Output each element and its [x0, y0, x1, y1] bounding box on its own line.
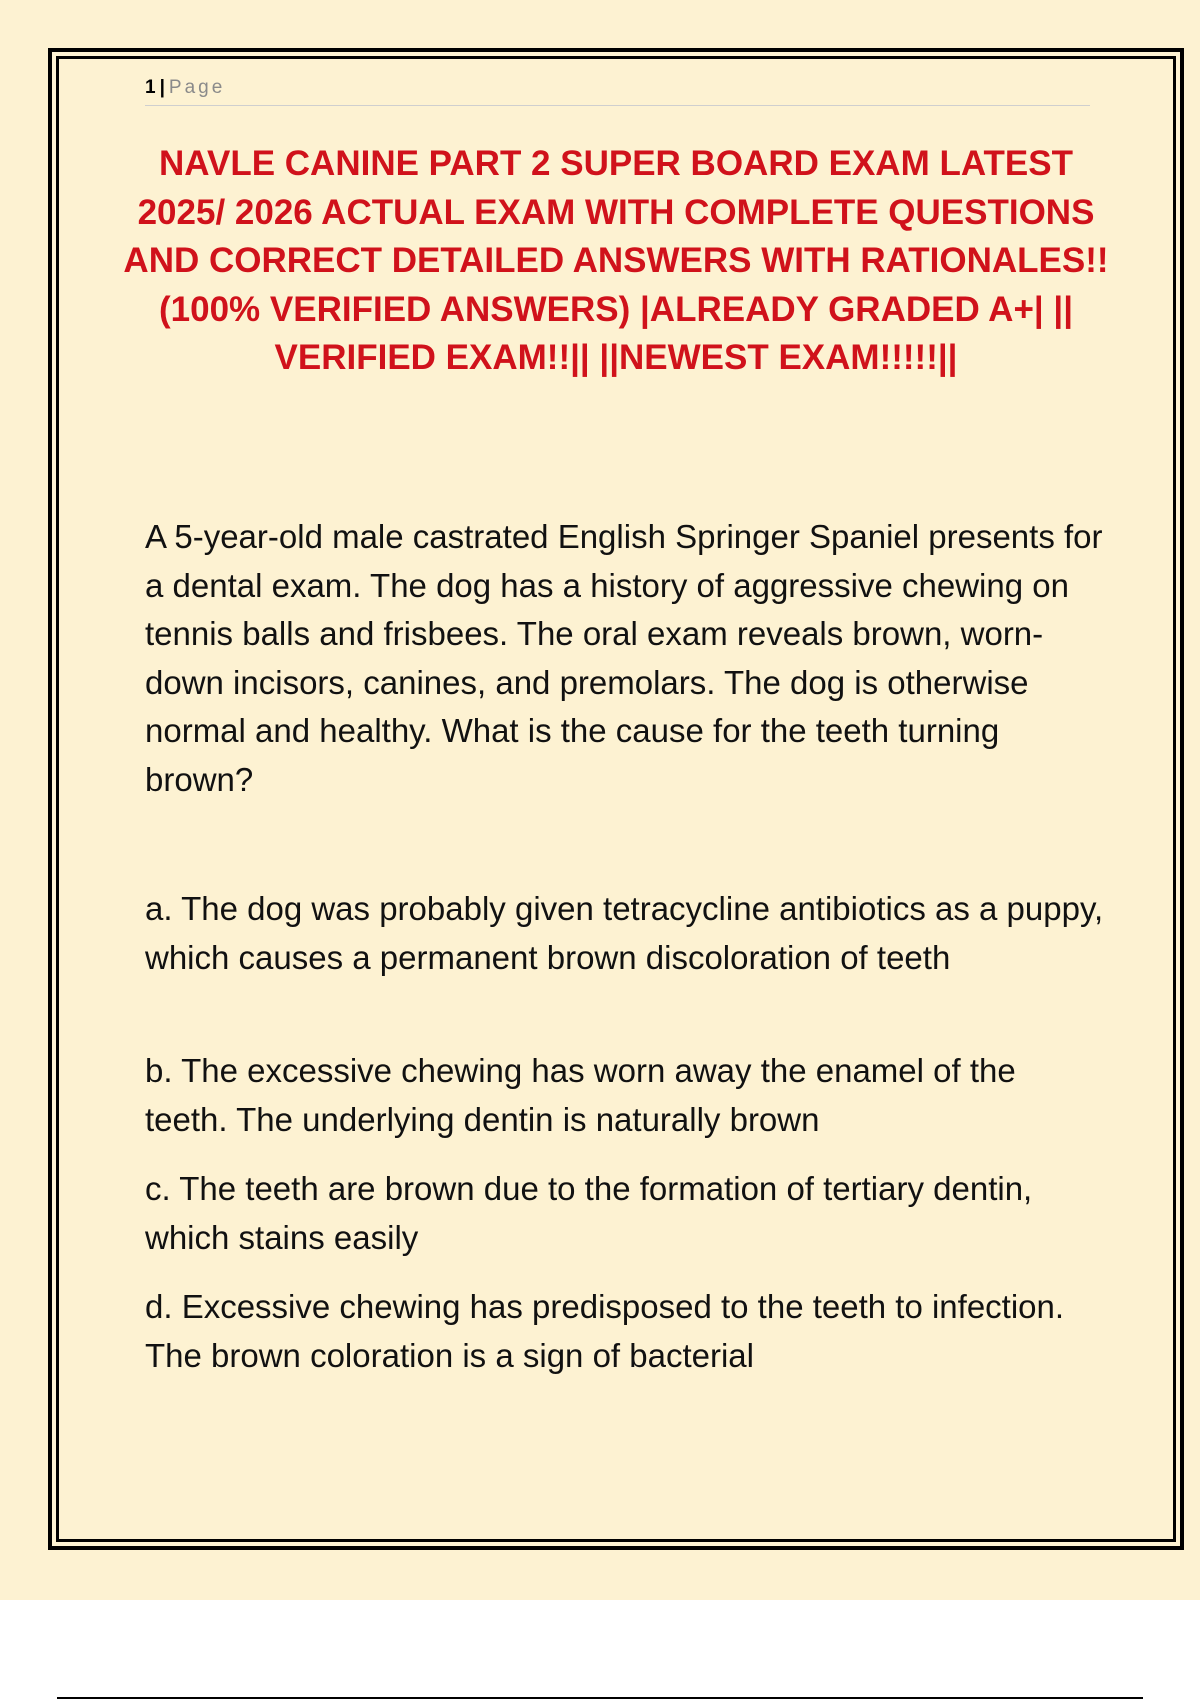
- answer-option-a: a. The dog was probably given tetracycline antibiotics as a puppy, which causes a permanent brown discoloration of teeth: [145, 890, 1104, 976]
- answer-option-d: d. Excessive chewing has predisposed to the teeth to infection. The brown coloration is a sign of bacterial: [145, 1288, 1065, 1374]
- page-label: Page: [168, 77, 226, 98]
- question-text: A 5-year-old male castrated English Springer Spaniel presents for a dental exam. The dog has a history of aggressive chewing on tennis balls and frisbees. The oral exam reveals brown, worn-down incisors, canines, and premolars. The dog is otherwise normal and healthy. What is the cause for the teeth turning brown?: [145, 518, 1103, 798]
- footer-divider: [57, 1697, 1143, 1699]
- page-number: 1: [145, 77, 156, 98]
- page-header: [145, 74, 1090, 106]
- answer-option-b: b. The excessive chewing has worn away the enamel of the teeth. The underlying dentin is naturally brown: [145, 1052, 1016, 1138]
- page-separator: |: [159, 77, 165, 98]
- answer-option-c: c. The teeth are brown due to the formation of tertiary dentin, which stains easily: [145, 1170, 1033, 1256]
- document-title: NAVLE CANINE PART 2 SUPER BOARD EXAM LATEST 2025/ 2026 ACTUAL EXAM WITH COMPLETE QUESTIONS AND CORRECT DETAILED ANSWERS WITH RATIONALES!! (100% VERIFIED ANSWERS) |ALREADY GRADED A+| || VERIFIED EXAM!!|| ||NEWEST EXAM!!!!!||: [123, 144, 1109, 377]
